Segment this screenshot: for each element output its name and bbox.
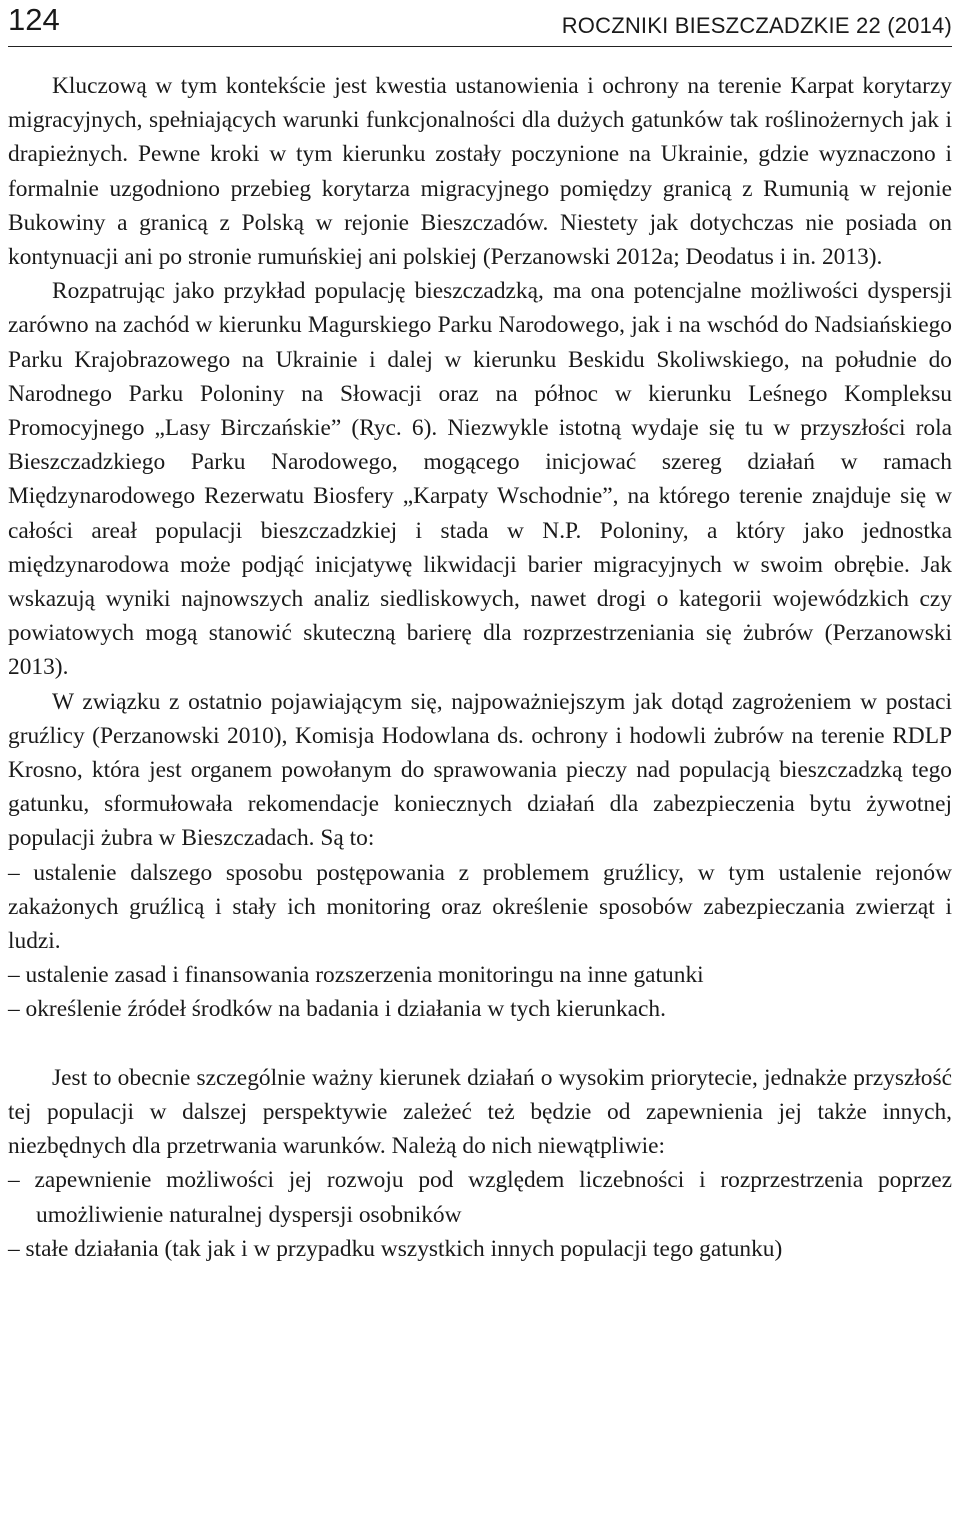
list-item-continuous-actions: – stałe działania (tak jak i w przypadku wszystkich innych populacji tego gatunku) [8,1235,783,1262]
list-item-monitoring-funding: – ustalenie zasad i finansowania rozszerzenia monitoringu na inne gatunki [8,962,704,989]
list-item-research-funding: – określenie źródeł środków na badania i działania w tych kierunkach. [8,996,666,1023]
paragraph-priorities: Jest to obecnie szczególnie ważny kierunek działań o wysokim priorytecie, jednakże przyszłość tej populacji w dalszej perspektywie zależeć też będzie od zapewnienia jej także innych, niezbędnych dla przetrwania warunków. Należą do nich niewątpliwie: [8,1064,952,1160]
list-item-tuberculosis-procedure: – ustalenie dalszego sposobu postępowania z problemem gruźlicy, w tym ustalenie rejonów zakażonych gruźlicą i stały ich monitoring oraz określenie sposobów zabezpieczania zwierząt i ludzi. [8,859,952,955]
paragraph-corridors: Kluczową w tym kontekście jest kwestia ustanowienia i ochrony na terenie Karpat korytarzy migracyjnych, spełniających warunki funkcjonalności dla dużych gatunków tak roślinożernych jak i drapieżnych. Pewne kroki w tym kierunku zostały poczynione na Ukrainie, gdzie wyznaczono i formalnie uzgodniono przebieg korytarza migracyjnego pomiędzy granicą z Rumunią w rejonie Bukowiny a granicą z Polską w rejonie Bieszczadów. Niestety jak dotychczas nie posiada on kontynuacji ani po stronie rumuńskiej ani polskiej (Perzanowski 2012a; Deodatus i in. 2013). [8,73,952,271]
paragraph-dispersal: Rozpatrując jako przykład populację bieszczadzką, ma ona potencjalne możliwości dyspersji zarówno na zachód w kierunku Magurskiego Parku Narodowego, jak i na wschód do Nadsiańskiego Parku Krajobrazowego na Ukrainie i dalej w kierunku Beskidu Skoliwskiego, na południe do Narodnego Parku Poloniny na Słowacji oraz na północ w kierunku Leśnego Kompleksu Promocyjnego „Lasy Birczańskie” (Ryc. 6). Niezwykle istotną wydaje się tu w przyszłości rola Bieszczadzkiego Parku Narodowego, mogącego inicjować szereg działań w ramach Międzynarodowego Rezerwatu Biosfery „Karpaty Wschodnie”, na którego terenie znajduje się w całości areał populacji bieszczadzkiej i stada w N.P. Poloniny, a który jako jednostka międzynarodowa może podjąć inicjatywę likwidacji barier migracyjnych w swoim obrębie. Jak wskazują wyniki najnowszych analiz siedliskowych, nawet drogi o kategorii wojewódzkich czy powiatowych mogą stanowić skuteczną barierę dla rozprzestrzeniania się żubrów (Perzanowski 2013). [8,278,952,681]
paragraph-tuberculosis: W związku z ostatnio pojawiającym się, najpoważniejszym jak dotąd zagrożeniem w postaci gruźlicy (Perzanowski 2010), Komisja Hodowlana ds. ochrony i hodowli żubrów na terenie RDLP Krosno, która jest organem powołanym do sprawowania pieczy nad populacją bieszczadzką tego gatunku, sformułowała rekomendacje koniecznych działań dla zabezpieczenia bytu żywotnej populacji żubra w Bieszczadach. Są to: [8,688,952,852]
article-body [8,69,952,1266]
page-number: 124 [8,2,60,37]
list-item-population-growth: – zapewnienie możliwości jej rozwoju pod względem liczebności i rozprzestrzenia poprzez umożliwienie naturalnej dyspersji osobników [8,1167,952,1228]
running-title: ROCZNIKI BIESZCZADZKIE 22 (2014) [561,13,952,38]
running-header [8,0,952,47]
